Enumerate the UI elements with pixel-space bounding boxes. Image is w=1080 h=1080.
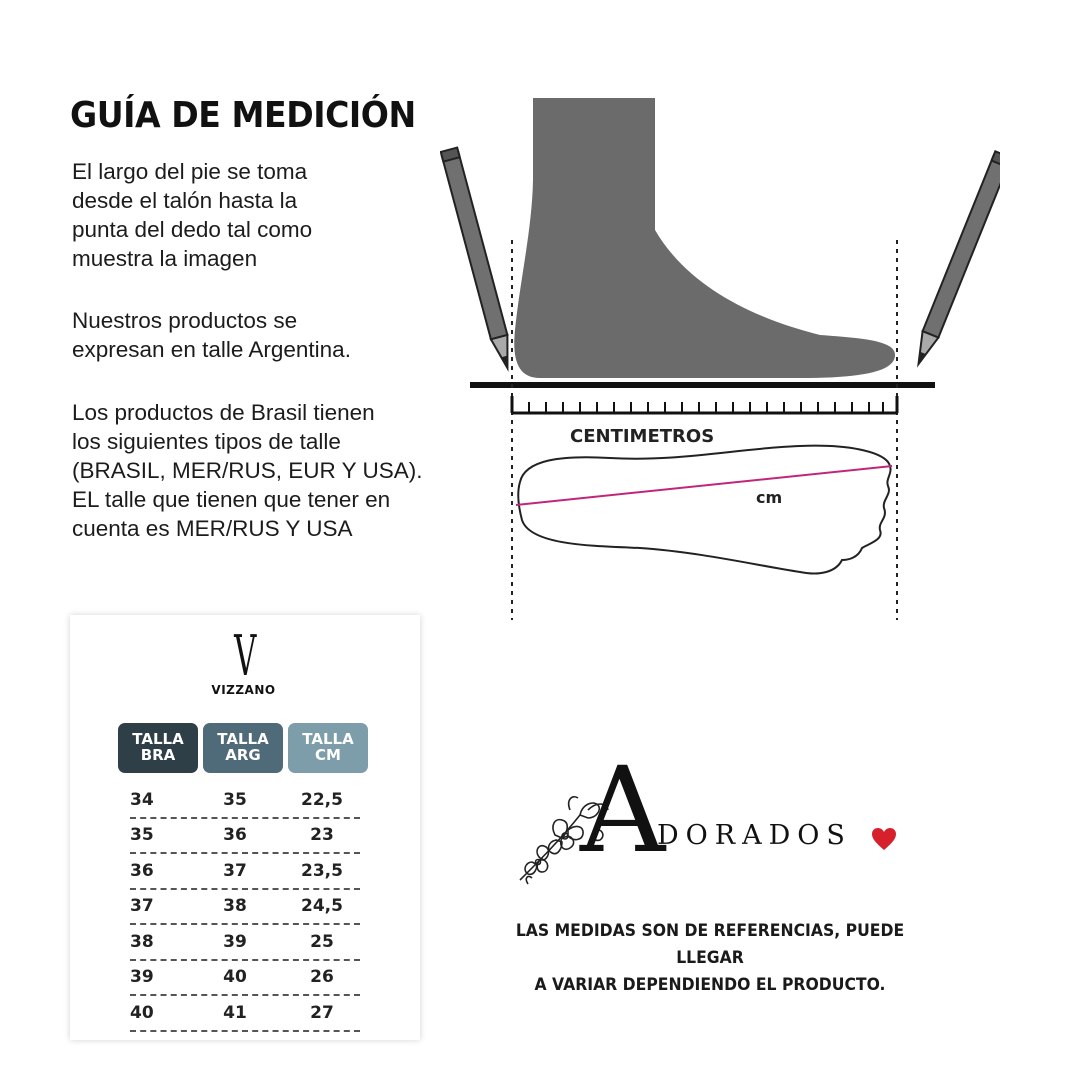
size-table-body <box>130 783 430 1032</box>
table-row <box>130 996 360 1032</box>
cell-cm: 23 <box>310 825 334 846</box>
text-line: EL talle que tienen que tener en <box>72 487 391 512</box>
table-row <box>130 961 360 997</box>
cell-cm: 23,5 <box>301 860 343 881</box>
text-line: (BRASIL, MER/RUS, EUR Y USA). <box>72 458 423 483</box>
measurement-line <box>516 466 892 505</box>
disclaimer-text <box>480 918 940 999</box>
brand-name: VIZZANO <box>211 683 276 697</box>
disclaimer-line: LAS MEDIDAS SON DE REFERENCIAS, PUEDE LLEGAR <box>515 921 905 968</box>
header-label: ARG <box>225 746 261 764</box>
foot-sole-outline <box>518 446 890 574</box>
heart-icon <box>870 826 898 852</box>
table-row <box>130 819 360 855</box>
cell-bra: 34 <box>130 789 154 810</box>
cell-arg: 35 <box>223 789 247 810</box>
text-line: los siguientes tipos de talle <box>72 429 341 454</box>
cell-arg: 37 <box>223 860 247 881</box>
text-line: Los productos de Brasil tienen <box>72 400 375 425</box>
left-pencil-icon <box>441 148 516 371</box>
cell-cm: 25 <box>310 931 334 952</box>
foot-side-silhouette <box>514 98 895 378</box>
table-row <box>130 925 360 961</box>
disclaimer-line: A VARIAR DEPENDIENDO EL PRODUCTO. <box>534 975 886 995</box>
text-line: cuenta es MER/RUS Y USA <box>72 516 353 541</box>
size-table-header <box>118 723 368 773</box>
cell-cm: 22,5 <box>301 789 343 810</box>
cell-arg: 38 <box>223 896 247 917</box>
text-line: Nuestros productos se <box>72 308 298 333</box>
header-talla-cm <box>288 723 368 773</box>
table-row <box>130 854 360 890</box>
cell-arg: 36 <box>223 825 247 846</box>
measurement-label: cm <box>756 488 783 507</box>
text-line: desde el talón hasta la <box>72 188 298 213</box>
size-chart-card <box>70 615 420 1040</box>
adorados-logo <box>480 680 1040 900</box>
text-line: El largo del pie se toma <box>72 159 308 184</box>
cell-bra: 35 <box>130 825 154 846</box>
ruler-label: CENTIMETROS <box>570 426 715 447</box>
text-line: muestra la imagen <box>72 246 258 271</box>
guide-title: GUÍA DE MEDICIÓN <box>70 95 416 136</box>
header-talla-arg <box>203 723 283 773</box>
cell-bra: 39 <box>130 967 154 988</box>
logo-wordmark: DORADOS <box>657 820 852 851</box>
cell-bra: 37 <box>130 896 154 917</box>
cell-cm: 26 <box>310 967 334 988</box>
cell-cm: 27 <box>310 1002 334 1023</box>
header-label: BRA <box>140 746 176 764</box>
cell-bra: 36 <box>130 860 154 881</box>
cell-arg: 40 <box>223 967 247 988</box>
header-label: TALLA <box>132 730 184 748</box>
cell-bra: 38 <box>130 931 154 952</box>
table-row <box>130 783 360 819</box>
cell-bra: 40 <box>130 1002 154 1023</box>
vizzano-logo <box>70 624 420 697</box>
cell-cm: 24,5 <box>301 896 343 917</box>
logo-initial: A <box>580 741 666 879</box>
header-label: CM <box>315 746 341 764</box>
header-label: TALLA <box>302 730 354 748</box>
header-label: TALLA <box>217 730 269 748</box>
cell-arg: 39 <box>223 931 247 952</box>
text-line: expresan en talle Argentina. <box>72 337 351 362</box>
table-row <box>130 890 360 926</box>
foot-measurement-diagram <box>440 95 1000 625</box>
brand-letter: V <box>233 624 257 689</box>
text-line: punta del dedo tal como <box>72 217 313 242</box>
cell-arg: 41 <box>223 1002 247 1023</box>
right-pencil-icon <box>911 151 1000 367</box>
ruler-icon <box>512 396 897 413</box>
header-talla-bra <box>118 723 198 773</box>
